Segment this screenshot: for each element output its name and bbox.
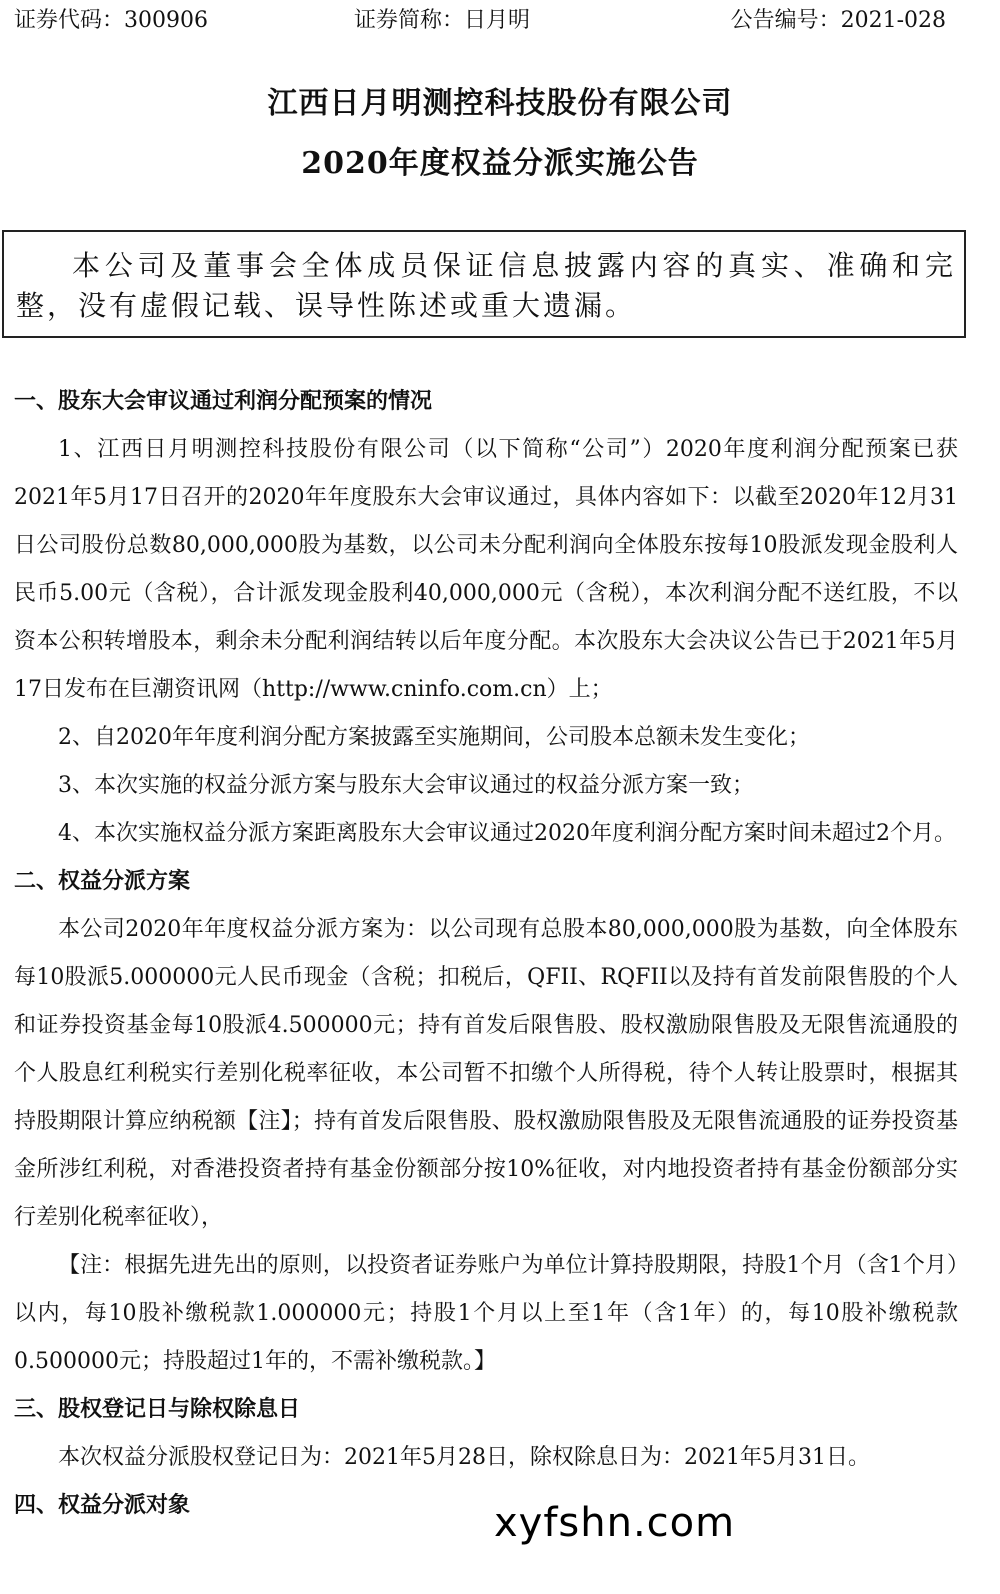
section-heading-2: 二、权益分派方案 bbox=[14, 869, 191, 894]
announcement-number: 公告编号：2021-028 bbox=[730, 8, 946, 33]
paragraph: 1、江西日月明测控科技股份有限公司（以下简称“公司”）2020年度利润分配预案已获 2021年5月17日召开的2020年年度股东大会审议通过，具体内容如下：以截至2020年12月31日公司股份总数80,000,000股为基数，以公司未分配利润向全体股东按每10股派发现金股利人民币5.00元（含税），合计派发现金股利40,000,000元（含税），本次利润分配不送红股，不以资本公积转增股本，剩余未分配利润结转以后年度分配。本次股东大会决议公告已于2021年5月17日发布在巨潮资讯网（http://www.cninfo.com.cn）上； bbox=[14, 437, 958, 702]
section-heading-3: 三、股权登记日与除权除息日 bbox=[14, 1397, 301, 1422]
paragraph: 4、本次实施权益分派方案距离股东大会审议通过2020年度利润分配方案时间未超过2个月。 bbox=[58, 821, 956, 846]
company-name-title: 江西日月明测控科技股份有限公司 bbox=[267, 86, 733, 121]
security-code: 证券代码：300906 bbox=[14, 8, 208, 33]
paragraph: 本次权益分派股权登记日为：2021年5月28日，除权除息日为：2021年5月31日。 bbox=[58, 1445, 870, 1470]
section-heading-1: 一、股东大会审议通过利润分配预案的情况 bbox=[14, 389, 433, 414]
watermark-text: xyfshn.com bbox=[494, 1500, 736, 1546]
security-abbreviation: 证券简称：日月明 bbox=[354, 8, 531, 33]
announcement-body bbox=[14, 378, 958, 1530]
paragraph: 2、自2020年年度利润分配方案披露至实施期间，公司股本总额未发生变化； bbox=[58, 725, 810, 750]
section-heading-4: 四、权益分派对象 bbox=[14, 1493, 191, 1518]
paragraph: 3、本次实施的权益分派方案与股东大会审议通过的权益分派方案一致； bbox=[58, 773, 754, 798]
board-guarantee-notice bbox=[2, 230, 966, 338]
document-header bbox=[14, 6, 986, 36]
tax-note-paragraph: 【注：根据先进先出的原则，以投资者证券账户为单位计算持股期限，持股1个月（含1个月）以内，每10股补缴税款1.000000元；持股1个月以上至1年（含1年）的，每10股补缴税款0.500000元；持股超过1年的，不需补缴税款。】 bbox=[14, 1253, 958, 1374]
announcement-title: 2020年度权益分派实施公告 bbox=[301, 146, 699, 181]
notice-text: 本公司及董事会全体成员保证信息披露内容的真实、准确和完整，没有虚假记载、误导性陈述或重大遗漏。 bbox=[16, 249, 956, 322]
paragraph: 本公司2020年年度权益分派方案为：以公司现有总股本80,000,000股为基数，向全体股东每10股派5.000000元人民币现金（含税；扣税后，QFII、RQFII以及持有首发前限售股的个人和证券投资基金每10股派4.500000元；持有首发后限售股、股权激励限售股及无限售流通股的个人股息红利税实行差别化税率征收，本公司暂不扣缴个人所得税，待个人转让股票时，根据其持股期限计算应纳税额【注】；持有首发后限售股、股权激励限售股及无限售流通股的证券投资基金所涉红利税，对香港投资者持有基金份额部分按10%征收，对内地投资者持有基金份额部分实行差别化税率征收）， bbox=[14, 917, 958, 1230]
